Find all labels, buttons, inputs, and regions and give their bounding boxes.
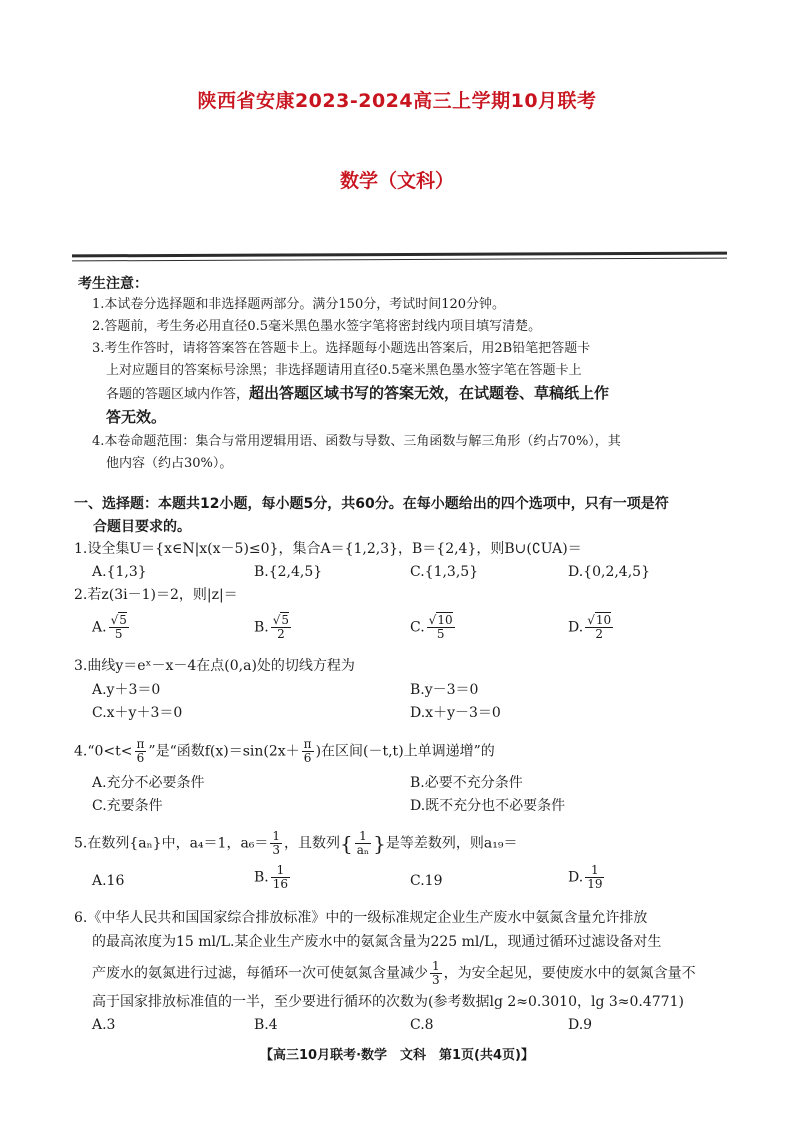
question-3-option-b: B.y－3＝0	[410, 682, 479, 698]
question-6-option-a: A.3	[92, 1017, 116, 1033]
question-6-option-d: D.9	[568, 1017, 593, 1033]
question-4-option-b: B.必要不充分条件	[410, 775, 523, 791]
question-6-line-1: 6.《中华人民共和国国家综合排放标准》中的一级标准规定企业生产废水中氨氮含量允许排放	[74, 910, 648, 926]
notice-item-4: 4.本卷命题范围：集合与常用逻辑用语、函数与导数、三角函数与解三角形（约占70%），其	[92, 434, 621, 449]
notice-warning: 超出答题区域书写的答案无效，在试题卷、草稿纸上作	[249, 384, 610, 402]
question-6-option-c: C.8	[410, 1017, 434, 1033]
question-5-stem: 5.在数列{aₙ}中，a₄＝1，a₆＝ $\frac{1}{3}$ ，且数列{ $\frac{1}{\text{aₙ}}$ }是等差数列，则a₁₉＝	[74, 829, 518, 857]
question-5-option-c: C.19	[410, 873, 443, 889]
question-4-stem: 4.“0<t< $\frac{\pi}{6}$ ”是“函数f(x)＝sin(2x＋ $\frac{\pi}{6}$ )在区间(－t,t)上单调递增”的	[74, 737, 495, 765]
question-3-option-a: A.y＋3＝0	[92, 682, 161, 698]
notice-item-1: 1.本试卷分选择题和非选择题两部分。满分150分，考试时间120分钟。	[92, 297, 506, 312]
question-2-stem: 2.若z(3i－1)＝2，则|z|＝	[74, 587, 238, 603]
question-6-line-2: 的最高浓度为15 ml/L.某企业生产废水中的氨氮含量为225 ml/L，现通过循环过滤设备对生	[92, 934, 662, 950]
question-1-option-d: D.{0,2,4,5}	[568, 564, 650, 580]
question-6-line-4: 高于国家排放标准值的一半，至少要进行循环的次数为(参考数据lg 2≈0.3010，lg 3≈0.4771)	[92, 994, 684, 1010]
exam-title: 陕西省安康2023-2024高三上学期10月联考	[197, 90, 597, 112]
question-4-option-c: C.充要条件	[92, 798, 163, 814]
header-rule-thin	[72, 258, 727, 262]
question-4-option-a: A.充分不必要条件	[92, 775, 205, 791]
question-5-option-b: B. $\frac{1}{16}$	[254, 863, 289, 891]
notice-item-3-cont-1: 上对应题目的答案标号涂黑；非选择题请用直径0.5毫米黑色墨水签字笔在答题卡上	[106, 363, 582, 378]
question-5-option-d: D. $\frac{1}{19}$	[568, 863, 603, 891]
question-1-option-c: C.{1,3,5}	[410, 564, 479, 580]
question-3-option-c: C.x＋y＋3＝0	[92, 705, 183, 721]
page-footer: 【高三10月联考·数学 文科 第1页(共4页)】	[259, 1048, 534, 1063]
question-1-option-b: B.{2,4,5}	[254, 564, 323, 580]
question-2-option-b: B. $\frac{√5}{2}$	[254, 613, 290, 641]
notice-item-3-cont-2: 各题的答题区域内作答，超出答题区域书写的答案无效，在试题卷、草稿纸上作	[106, 384, 610, 402]
question-6-line-3: 产废水的氨氮进行过滤，每循环一次可使氨氮含量减少 $\frac{1}{3}$ ，为安全起见，要使废水中的氨氮含量不	[92, 959, 696, 987]
notice-item-3: 3.考生作答时，请将答案答在答题卡上。选择题每小题选出答案后，用2B铅笔把答题卡	[92, 341, 591, 356]
question-2-option-a: A. $\frac{√5}{5}$	[92, 613, 127, 641]
question-3-option-d: D.x＋y－3＝0	[410, 705, 501, 721]
header-rule-thick	[72, 252, 727, 258]
question-1-option-a: A.{1,3}	[92, 564, 147, 580]
question-5-option-a: A.16	[92, 873, 125, 889]
notice-heading: 考生注意：	[78, 276, 148, 292]
notice-item-4-cont: 他内容（约占30%）。	[106, 456, 233, 471]
question-2-option-c: C. $\frac{√10}{5}$	[410, 613, 453, 641]
question-1-stem: 1.设全集U＝{x∈N|x(x－5)≤0}，集合A＝{1,2,3}，B＝{2,4}，则B∪(∁UA)＝	[74, 541, 582, 557]
question-3-stem: 3.曲线y＝eˣ－x－4在点(0,a)处的切线方程为	[74, 658, 355, 674]
question-2-option-d: D. $\frac{√10}{2}$	[568, 613, 612, 641]
section-heading-cont: 合题目要求的。	[93, 519, 191, 535]
question-6-option-b: B.4	[254, 1017, 278, 1033]
notice-item-2: 2.答题前，考生务必用直径0.5毫米黑色墨水签字笔将密封线内项目填写清楚。	[92, 319, 542, 334]
exam-subtitle: 数学（文科）	[339, 170, 454, 192]
section-heading: 一、选择题：本题共12小题，每小题5分，共60分。在每小题给出的四个选项中，只有一项是符	[74, 496, 669, 512]
question-4-option-d: D.既不充分也不必要条件	[410, 798, 566, 814]
notice-item-3-cont-3: 答无效。	[106, 408, 167, 426]
